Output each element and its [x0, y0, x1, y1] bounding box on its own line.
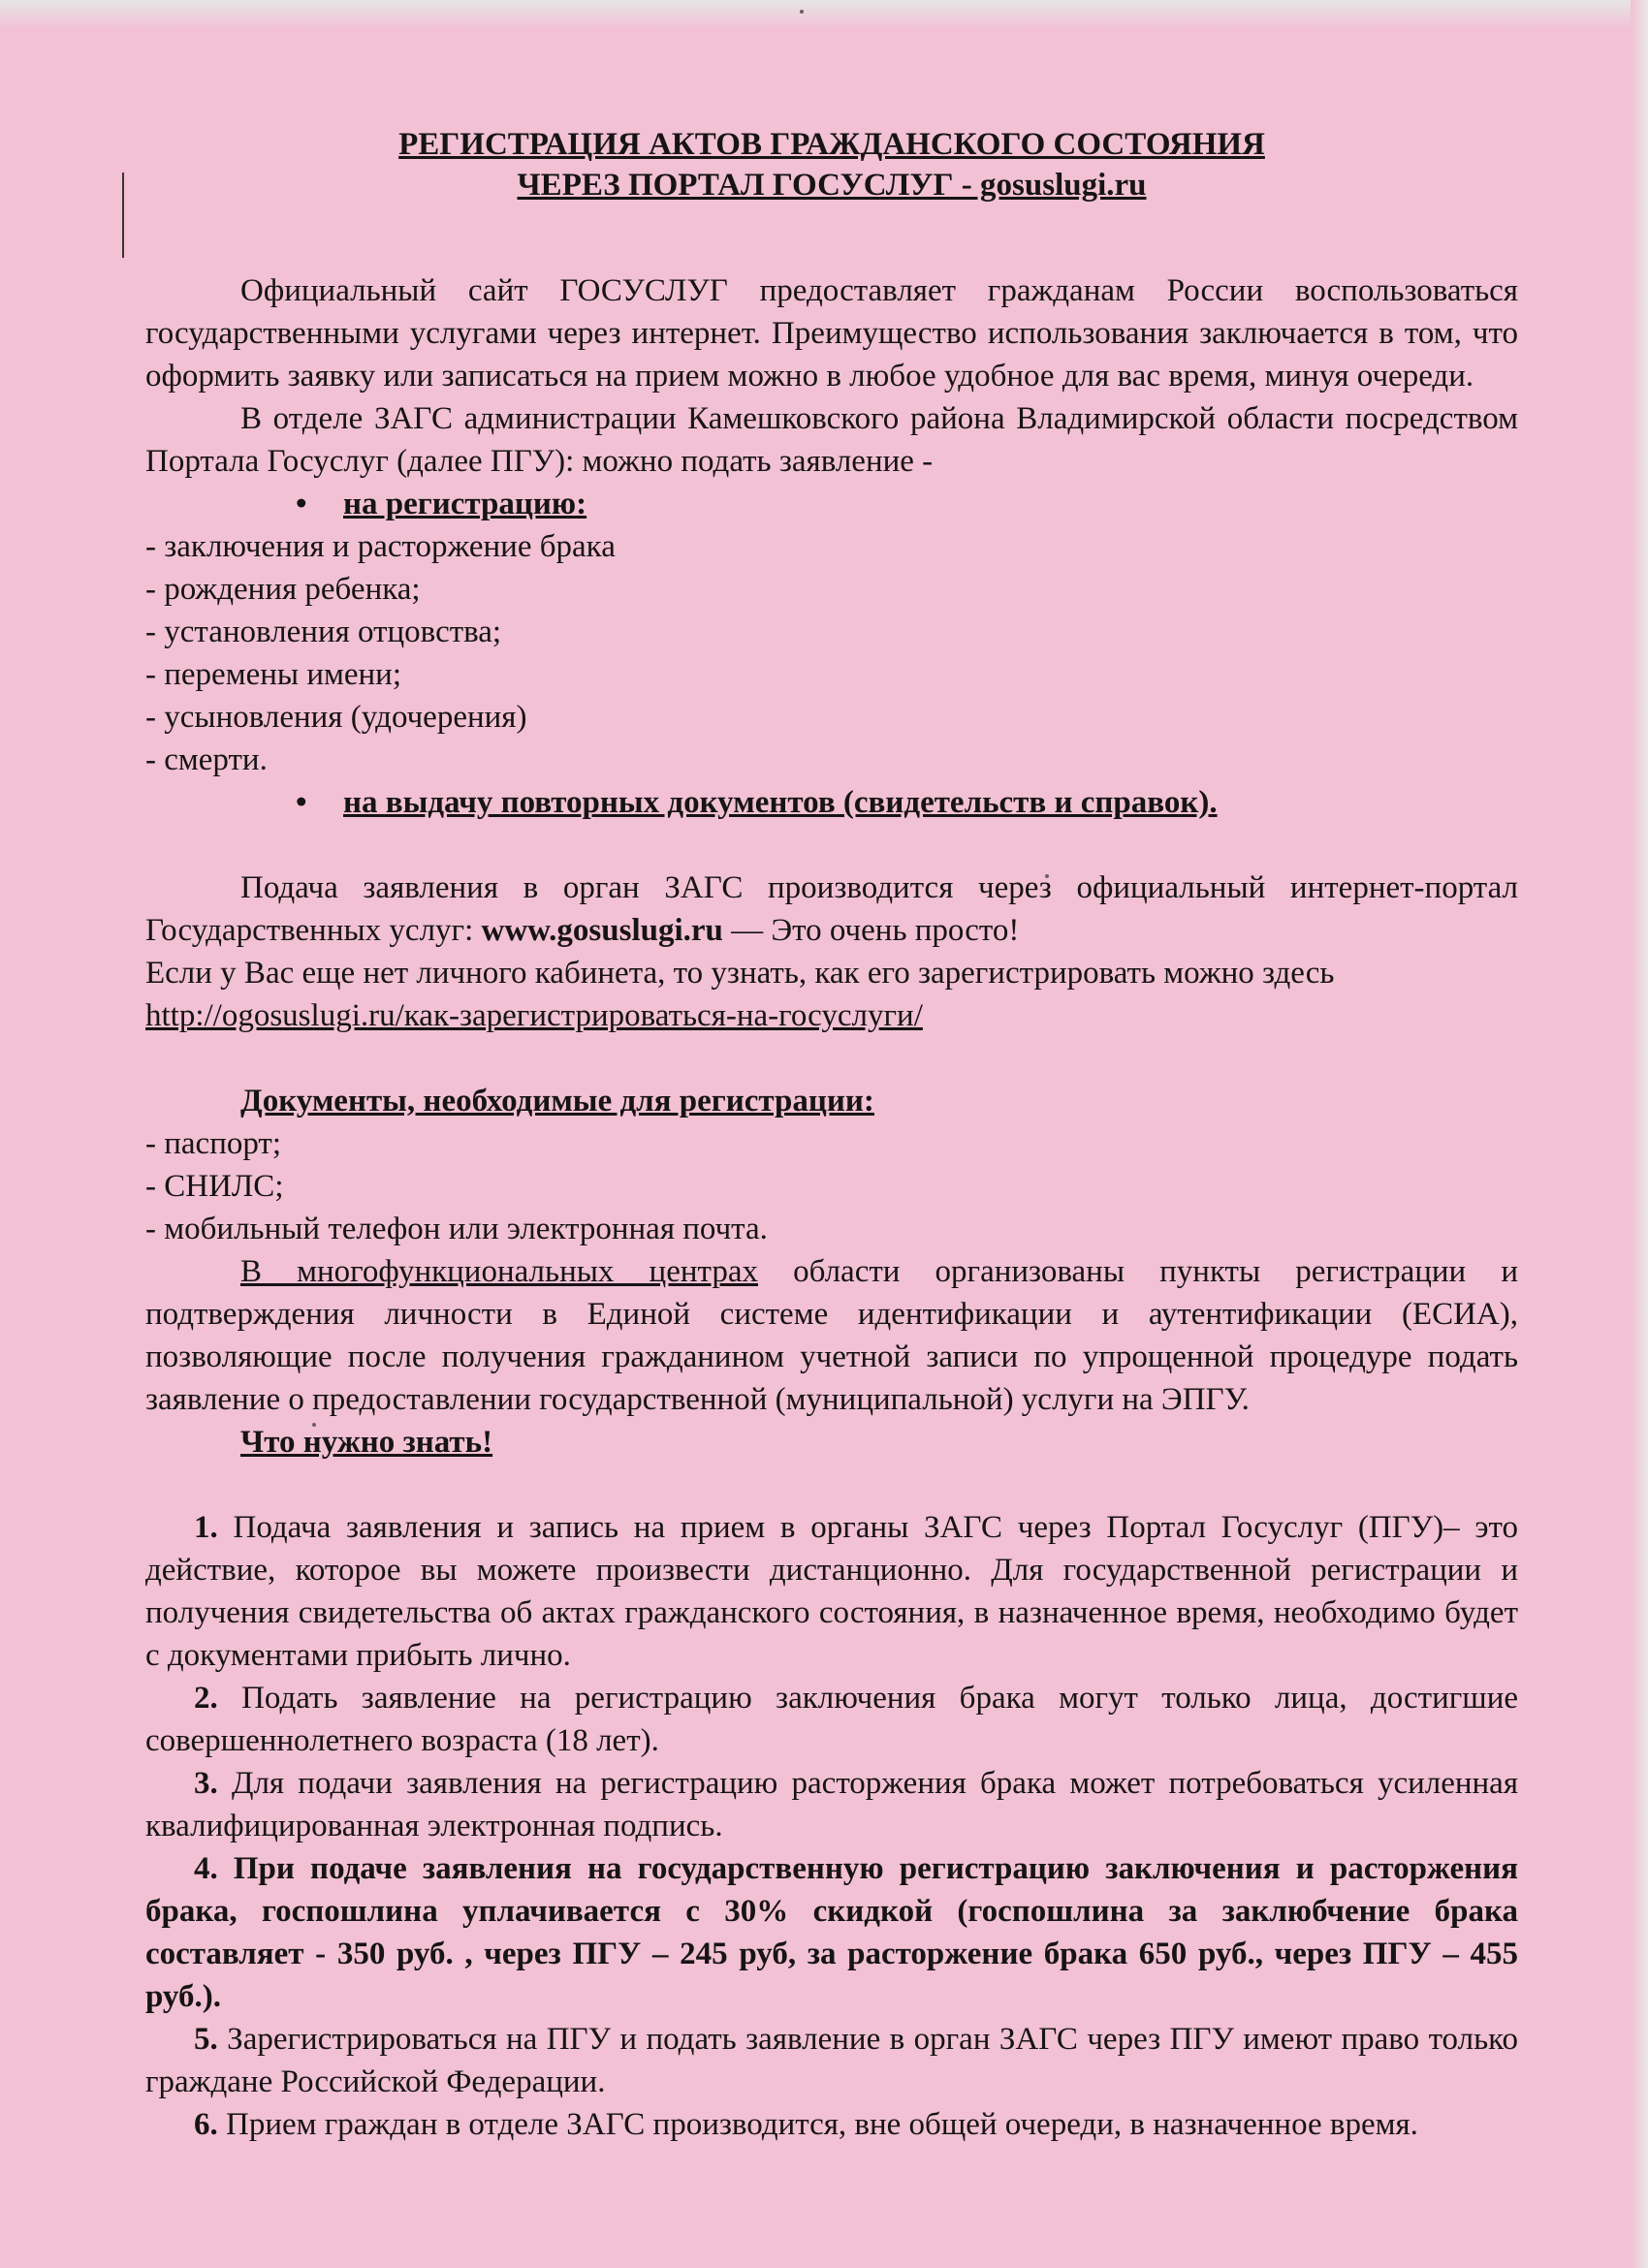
list-item: - СНИЛС; [145, 1165, 1518, 1208]
rule-text: Подача заявления и запись на прием в органы ЗАГС через Портал Госуслуг (ПГУ)– это действие, которое вы можете произвести дистанционно. Для государственной регистрации и получения свидетельства об актах гражданского состояния, в назначенное время, необходимо будет с документами прибыть лично. [145, 1510, 1518, 1673]
list-item: - смерти. [145, 739, 1518, 781]
list-item: - установления отцовства; [145, 611, 1518, 653]
list-item: - заключения и расторжение брака [145, 525, 1518, 568]
rule-text: Зарегистрироваться на ПГУ и подать заявление в орган ЗАГС через ПГУ имеют право только граждане Российской Федерации. [145, 2022, 1519, 2099]
registration-list [145, 525, 1518, 781]
list-item: - усыновления (удочерения) [145, 696, 1518, 739]
bullet-icon: • [296, 487, 307, 521]
margin-mark [122, 173, 124, 258]
rule-text: При подаче заявления на государственную регистрацию заключения и расторжения брака, госпошлина уплачивается с 30% скидкой (госпошлина за заклюбчение брака составляет - 350 руб. , через ПГУ – 245 руб, за расторжение брака 650 руб., через ПГУ – 455 руб.). [145, 1851, 1519, 2014]
rule-number: 5. [194, 2022, 218, 2057]
registration-link[interactable]: http://ogosuslugi.ru/как-зарегистрироваться-на-госуслуги/ [145, 998, 923, 1033]
list-item: - мобильный телефон или электронная почта. [145, 1208, 1518, 1250]
submission-easy: — Это очень просто! [731, 913, 1020, 948]
mfc-paragraph [145, 1250, 1518, 1421]
scan-edge-right [1631, 0, 1648, 2268]
rule-text: Прием граждан в отделе ЗАГС производится, вне общей очереди, в назначенное время. [226, 2107, 1418, 2142]
documents-list [145, 1122, 1518, 1250]
list-item: - перемены имени; [145, 653, 1518, 696]
mfc-underlined: В многофункциональных центрах [240, 1254, 758, 1289]
rules-list [145, 1506, 1518, 2146]
gosuslugi-site[interactable]: www.gosuslugi.ru [481, 913, 723, 948]
bullet-icon: • [296, 785, 307, 820]
rule-item [145, 2018, 1518, 2103]
document-body [145, 124, 1518, 2146]
rule-text: Для подачи заявления на регистрацию расторжения брака может потребоваться усиленная квалифицированная электронная подпись. [145, 1766, 1519, 1843]
rule-number: 1. [194, 1510, 218, 1545]
title-line-2: ЧЕРЕЗ ПОРТАЛ ГОСУСЛУГ - gosuslugi.ru [517, 168, 1147, 203]
bullet-registration-label: на регистрацию: [343, 487, 587, 521]
rule-number: 3. [194, 1766, 218, 1801]
rule-item [145, 1677, 1518, 1762]
title-line-1: РЕГИСТРАЦИЯ АКТОВ ГРАЖДАНСКОГО СОСТОЯНИЯ [398, 127, 1265, 162]
document-title [145, 124, 1518, 205]
rule-number: 6. [194, 2107, 218, 2142]
account-paragraph [145, 952, 1518, 1037]
rule-item [145, 1847, 1518, 2018]
scan-edge-top [0, 0, 1648, 29]
rule-number: 4. [194, 1851, 218, 1886]
documents-title: Документы, необходимые для регистрации: [240, 1084, 874, 1118]
submission-text: Подача заявления в орган ЗАГС производится через официальный интернет-портал Государственных услуг: [145, 870, 1518, 948]
bullet-reissue-label: на выдачу повторных документов (свидетельств и справок). [343, 785, 1218, 820]
rule-item [145, 1762, 1518, 1847]
rule-item [145, 1506, 1518, 1677]
intro-paragraph: Официальный сайт ГОСУСЛУГ предоставляет гражданам России воспользоваться государственными услугами через интернет. Преимущество использования заключается в том, что оформить заявку или записаться на прием можно в любое удобное для вас время, минуя очереди. [145, 273, 1518, 394]
rule-number: 2. [194, 1681, 218, 1716]
mfc-text: области организованы пункты регистрации и подтверждения личности в Единой системе идентификации и аутентификации (ЕСИА), позволяющие после получения гражданином учетной записи по упрощенной процедуре подать заявление о предоставлении государственной (муниципальной) услуги на ЭПГУ. [145, 1254, 1518, 1417]
list-item: - рождения ребенка; [145, 568, 1518, 611]
scan-speck [800, 10, 804, 14]
know-title: Что нужно знать! [240, 1425, 493, 1460]
rule-text: Подать заявление на регистрацию заключения брака могут только лица, достигшие совершеннолетнего возраста (18 лет). [145, 1681, 1519, 1758]
bullet-registration [145, 483, 1518, 525]
rule-item [145, 2103, 1518, 2146]
submission-paragraph [145, 866, 1518, 952]
list-item: - паспорт; [145, 1122, 1518, 1165]
bullet-reissue [145, 781, 1518, 824]
zags-paragraph: В отделе ЗАГС администрации Камешковского района Владимирской области посредством Портала Госуслуг (далее ПГУ): можно подать заявление - [145, 401, 1518, 479]
account-text: Если у Вас еще нет личного кабинета, то узнать, как его зарегистрировать можно здесь [145, 956, 1335, 991]
